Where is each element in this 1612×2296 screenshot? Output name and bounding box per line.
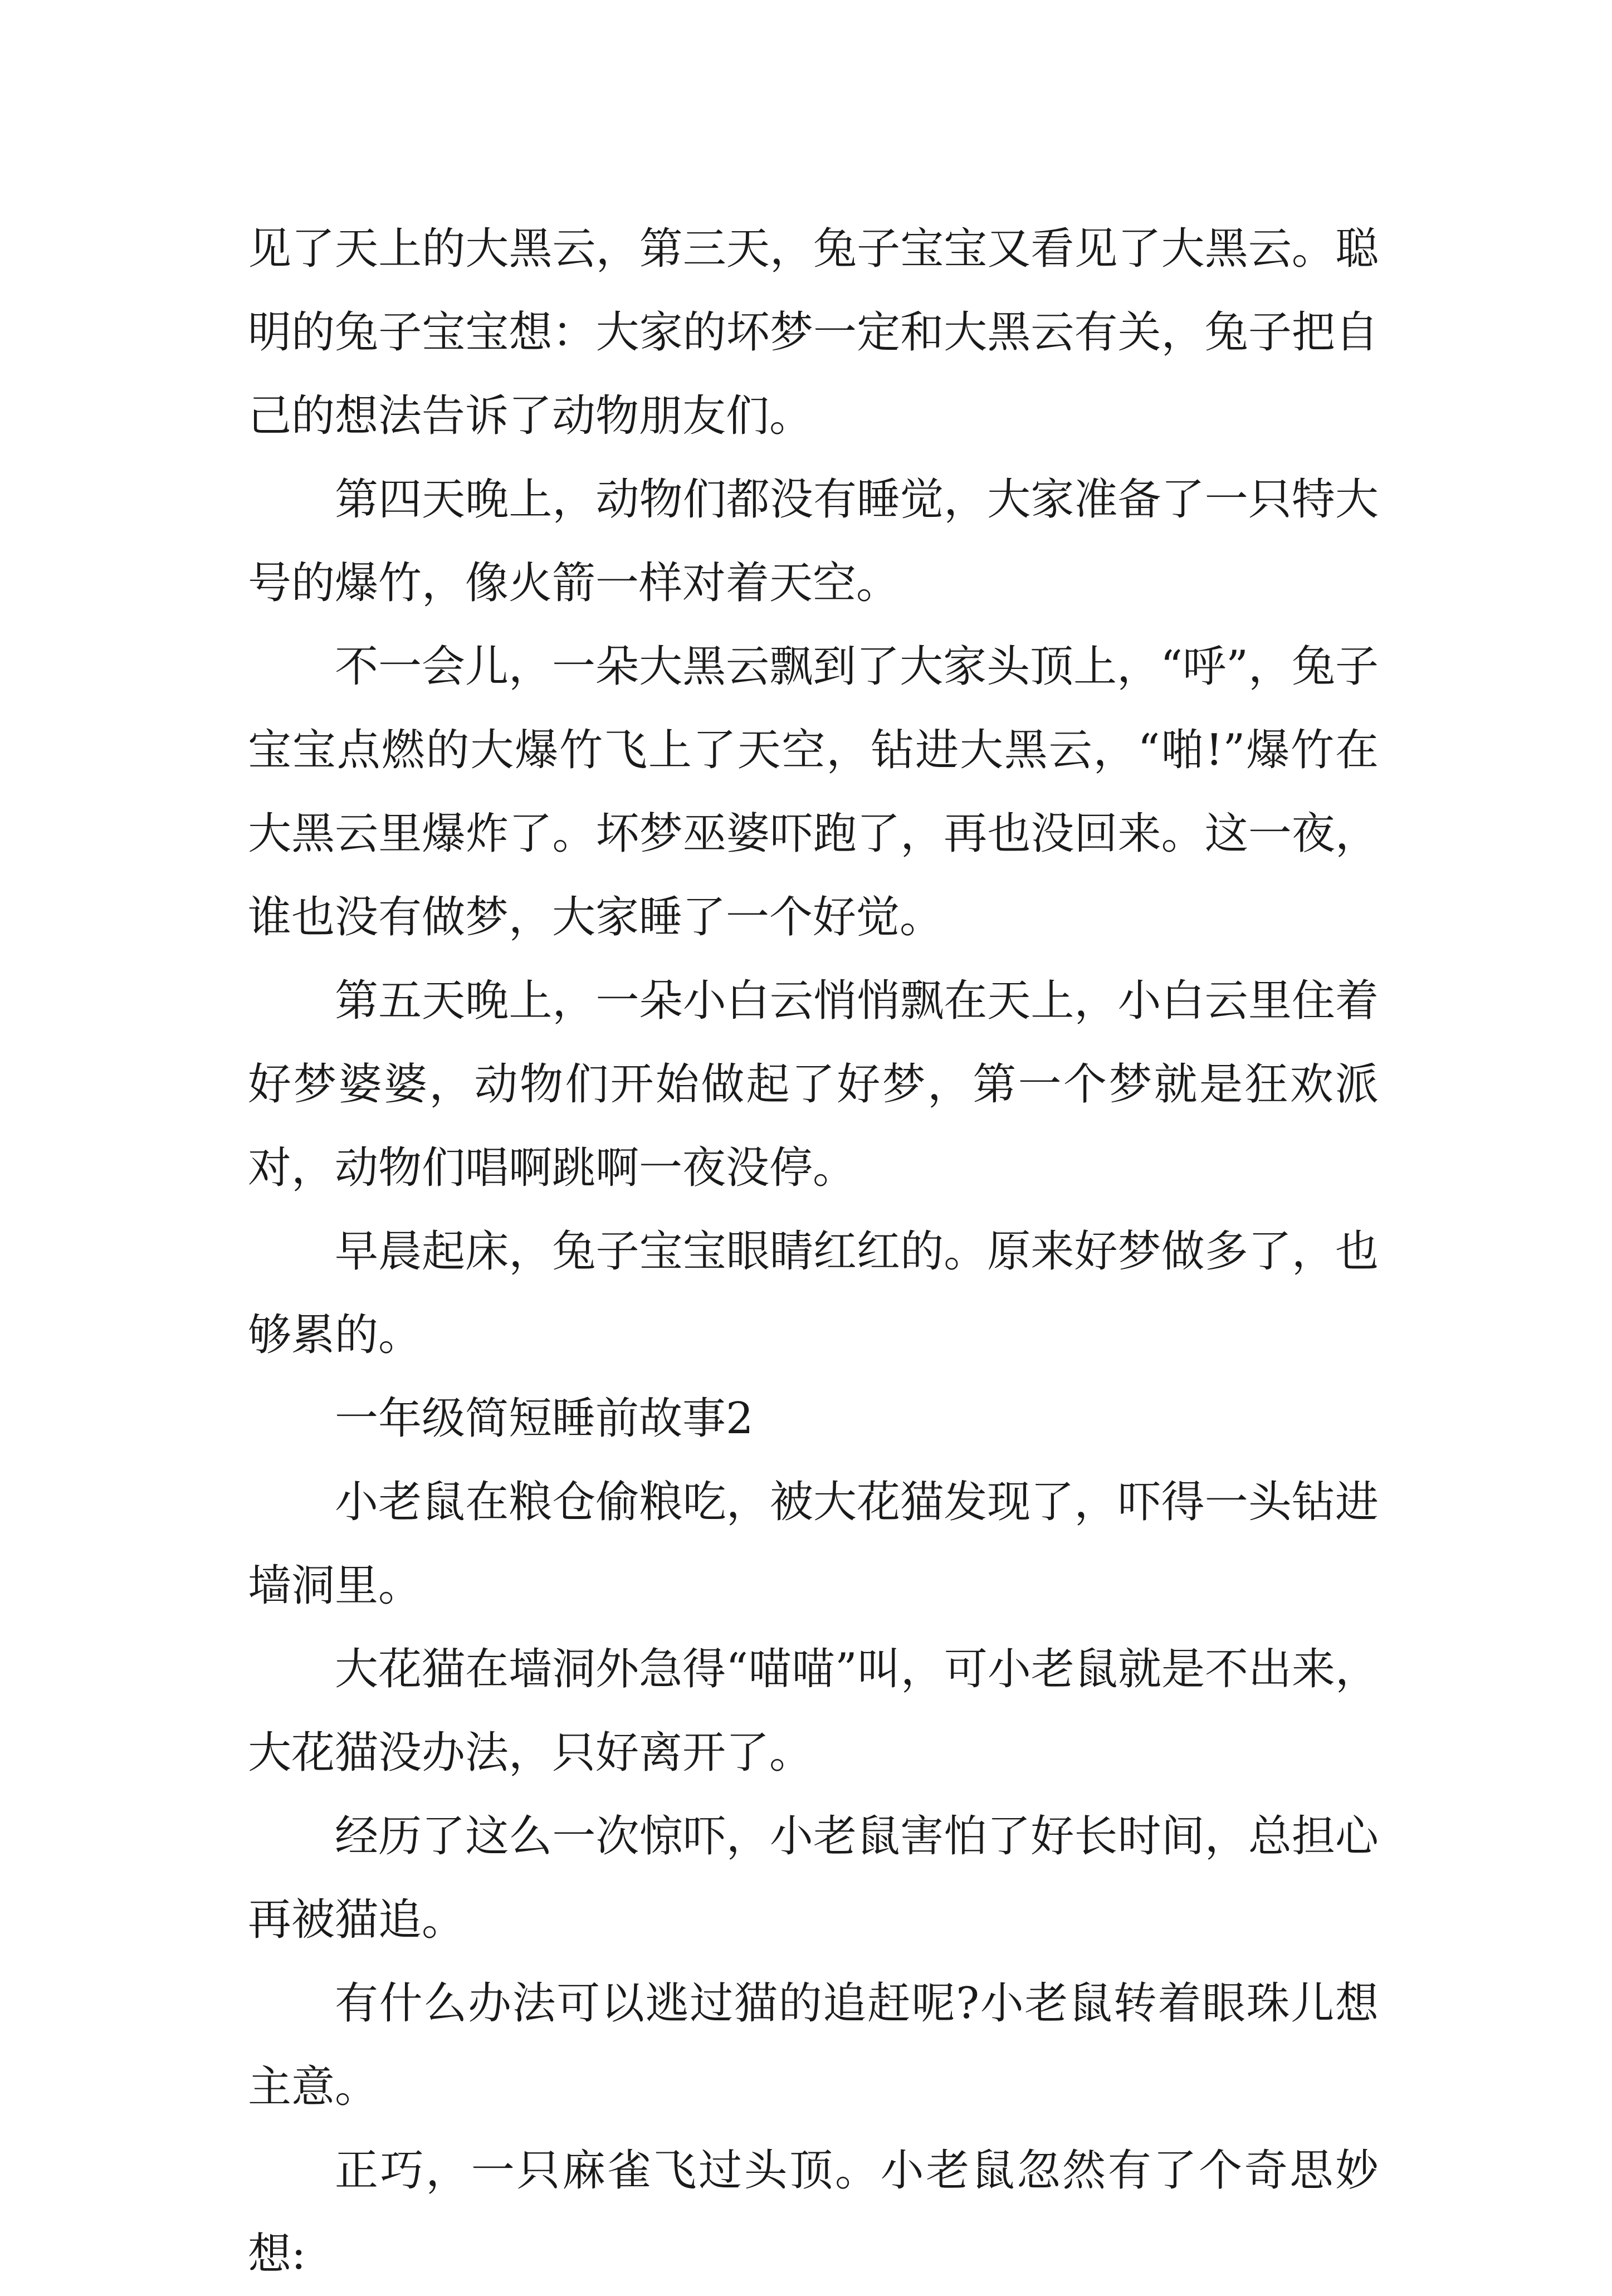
paragraph: 早晨起床，兔子宝宝眼睛红红的。原来好梦做多了，也够累的。 (248, 1227, 1379, 1360)
paragraph: 不一会儿，一朵大黑云飘到了大家头顶上，“呼”，兔子宝宝点燃的大爆竹飞上了天空，钻进大黑云，“啪!”爆竹在大黑云里爆炸了。坏梦巫婆吓跑了，再也没回来。这一夜，谁也没有做梦，大家睡了一个好觉。 (248, 642, 1379, 942)
paragraph: 第四天晚上，动物们都没有睡觉，大家准备了一只特大号的爆竹，像火箭一样对着天空。 (248, 475, 1379, 608)
document-body (248, 207, 1379, 2296)
paragraph: 经历了这么一次惊吓，小老鼠害怕了好长时间，总担心再被猫追。 (248, 1811, 1379, 1945)
paragraph: 正巧，一只麻雀飞过头顶。小老鼠忽然有了个奇思妙想: (248, 2146, 1379, 2279)
paragraph: 有什么办法可以逃过猫的追赶呢?小老鼠转着眼珠儿想主意。 (248, 1979, 1379, 2112)
paragraph: 小老鼠在粮仓偷粮吃，被大花猫发现了，吓得一头钻进墙洞里。 (248, 1477, 1379, 1611)
paragraph-continuation: 见了天上的大黑云，第三天，兔子宝宝又看见了大黑云。聪明的兔子宝宝想：大家的坏梦一定和大黑云有关，兔子把自己的想法告诉了动物朋友们。 (248, 224, 1379, 441)
story-heading: 一年级简短睡前故事2 (335, 1394, 754, 1444)
paragraph: 大花猫在墙洞外急得“喵喵”叫，可小老鼠就是不出来，大花猫没办法，只好离开了。 (248, 1644, 1379, 1778)
paragraph: 第五天晚上，一朵小白云悄悄飘在天上，小白云里住着好梦婆婆，动物们开始做起了好梦，第一个梦就是狂欢派对，动物们唱啊跳啊一夜没停。 (248, 976, 1379, 1193)
